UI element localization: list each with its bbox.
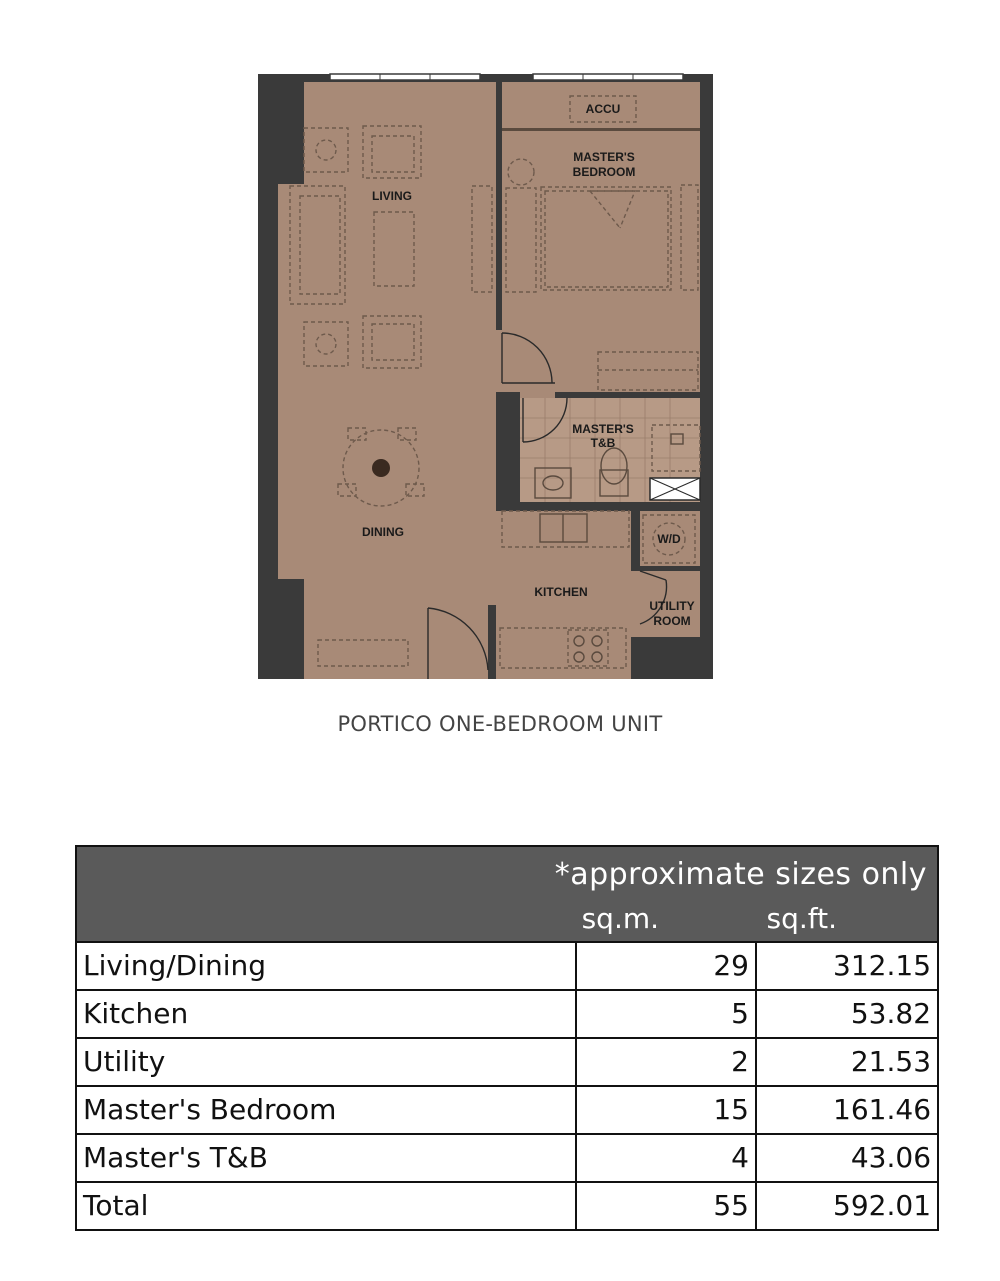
- table-row: [76, 1134, 938, 1182]
- label-masters-bedroom-1: MASTER'S: [573, 150, 635, 164]
- row-sqm: 15: [576, 1086, 756, 1134]
- unit-floor: [258, 74, 713, 679]
- column-header-sqm: sq.m.: [581, 902, 660, 935]
- label-masters-tb-2: T&B: [590, 436, 616, 450]
- table-row-total: [76, 1182, 938, 1230]
- row-sqm: 4: [576, 1134, 756, 1182]
- row-sqft: 592.01: [756, 1182, 938, 1230]
- label-utility-1: UTILITY: [649, 599, 695, 613]
- row-sqm: 2: [576, 1038, 756, 1086]
- row-label: Living/Dining: [76, 942, 576, 990]
- interior-wall-bedroom-bath: [555, 392, 700, 398]
- row-label: Utility: [76, 1038, 576, 1086]
- window-living: [330, 74, 480, 80]
- window-bedroom: [533, 74, 683, 80]
- row-sqft: 53.82: [756, 990, 938, 1038]
- area-table: [75, 845, 939, 1231]
- interior-wall-bedroom-living: [496, 82, 502, 330]
- row-label: Master's T&B: [76, 1134, 576, 1182]
- label-utility-2: ROOM: [653, 614, 691, 628]
- table-header: [76, 846, 938, 942]
- exterior-wall-left-lower: [258, 579, 304, 679]
- label-masters-tb-1: MASTER'S: [572, 422, 634, 436]
- row-label: Total: [76, 1182, 576, 1230]
- label-masters-bedroom-2: BEDROOM: [572, 165, 636, 179]
- shaft: [650, 478, 700, 500]
- exterior-wall-right: [700, 74, 713, 679]
- plan-caption: PORTICO ONE-BEDROOM UNIT: [337, 712, 663, 736]
- row-label: Master's Bedroom: [76, 1086, 576, 1134]
- label-wd: W/D: [657, 532, 681, 546]
- column-header-sqft: sq.ft.: [766, 902, 838, 935]
- row-sqft: 43.06: [756, 1134, 938, 1182]
- interior-wall-bath-kitchen: [496, 502, 700, 511]
- interior-wall-accu: [502, 128, 700, 131]
- interior-wall-utility: [631, 511, 640, 571]
- interior-wall-entry: [488, 605, 496, 679]
- table-row: [76, 942, 938, 990]
- exterior-wall-left: [258, 184, 278, 579]
- interior-wall-utility-top: [631, 566, 700, 571]
- table-row: [76, 990, 938, 1038]
- label-accu: ACCU: [585, 102, 621, 116]
- table-row: [76, 1038, 938, 1086]
- interior-wall-bath-left: [496, 392, 520, 502]
- row-sqm: 5: [576, 990, 756, 1038]
- approx-note: *approximate sizes only: [554, 857, 928, 892]
- row-sqft: 161.46: [756, 1086, 938, 1134]
- exterior-wall-left-upper: [258, 74, 304, 184]
- table-row: [76, 1086, 938, 1134]
- row-sqft: 312.15: [756, 942, 938, 990]
- label-dining: DINING: [362, 525, 404, 539]
- row-sqm: 55: [576, 1182, 756, 1230]
- row-label: Kitchen: [76, 990, 576, 1038]
- row-sqft: 21.53: [756, 1038, 938, 1086]
- row-sqm: 29: [576, 942, 756, 990]
- label-kitchen: KITCHEN: [534, 585, 588, 599]
- label-living: LIVING: [371, 189, 413, 203]
- utility-wall-block: [631, 637, 713, 679]
